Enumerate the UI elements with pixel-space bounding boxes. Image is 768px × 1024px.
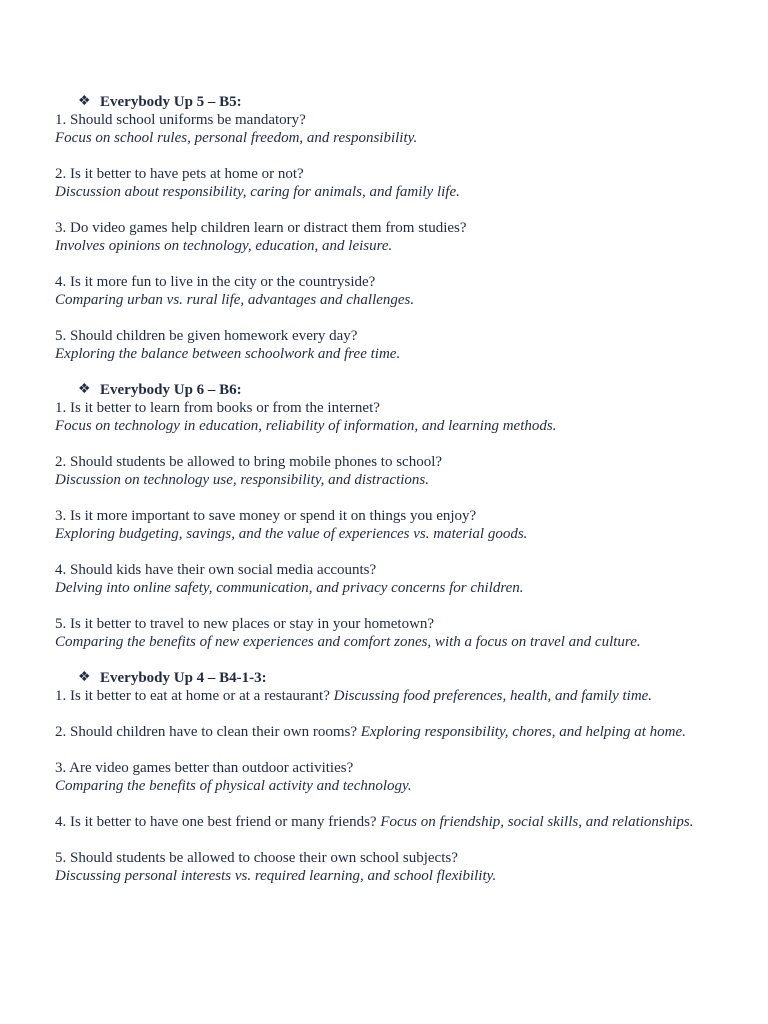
list-item [55, 453, 745, 489]
description-text: Comparing urban vs. rural life, advantages and challenges. [55, 292, 415, 308]
description-text: Involves opinions on technology, education, and leisure. [55, 238, 393, 254]
question-text: 3. Are video games better than outdoor activities? [55, 760, 354, 776]
description-text: Discussing personal interests vs. required learning, and school flexibility. [55, 868, 497, 884]
question-text: 5. Is it better to travel to new places or stay in your hometown? [55, 616, 435, 632]
section-heading [55, 669, 745, 687]
section-heading-text: Everybody Up 4 – B4-1-3: [100, 670, 267, 686]
description-text: Focus on technology in education, reliability of information, and learning methods. [55, 418, 557, 434]
description-text: Focus on friendship, social skills, and relationships. [380, 814, 694, 830]
list-item [55, 849, 745, 885]
description-text: Comparing the benefits of physical activity and technology. [55, 778, 412, 794]
list-item [55, 165, 745, 201]
diamond-bullet-icon: ❖ [78, 382, 91, 397]
description-text: Focus on school rules, personal freedom, and responsibility. [55, 130, 418, 146]
description-text: Exploring responsibility, chores, and helping at home. [360, 724, 686, 740]
diamond-bullet-icon: ❖ [78, 670, 91, 685]
section-heading [55, 381, 745, 399]
description-text: Exploring the balance between schoolwork and free time. [55, 346, 401, 362]
description-text: Discussing food preferences, health, and family time. [333, 688, 653, 704]
section-everybody-up-4 [55, 669, 745, 885]
description-text: Delving into online safety, communication, and privacy concerns for children. [55, 580, 524, 596]
section-everybody-up-5 [55, 93, 745, 363]
section-everybody-up-6 [55, 381, 745, 651]
list-item [55, 687, 745, 705]
list-item [55, 111, 745, 147]
list-item [55, 399, 745, 435]
question-text: 4. Should kids have their own social media accounts? [55, 562, 377, 578]
list-item [55, 615, 745, 651]
list-item [55, 219, 745, 255]
question-text: 1. Is it better to learn from books or from the internet? [55, 400, 380, 416]
question-text: 2. Should children have to clean their own rooms? [55, 724, 358, 740]
list-item [55, 723, 745, 741]
question-text: 5. Should students be allowed to choose their own school subjects? [55, 850, 458, 866]
description-text: Discussion about responsibility, caring for animals, and family life. [55, 184, 460, 200]
description-text: Comparing the benefits of new experiences and comfort zones, with a focus on travel and culture. [55, 634, 641, 650]
section-heading [55, 93, 745, 111]
list-item [55, 273, 745, 309]
list-item [55, 561, 745, 597]
diamond-bullet-icon: ❖ [78, 94, 91, 109]
list-item [55, 327, 745, 363]
question-text: 4. Is it more fun to live in the city or the countryside? [55, 274, 376, 290]
description-text: Discussion on technology use, responsibility, and distractions. [55, 472, 430, 488]
question-text: 4. Is it better to have one best friend or many friends? [55, 814, 377, 830]
list-item [55, 507, 745, 543]
question-text: 2. Is it better to have pets at home or not? [55, 166, 304, 182]
question-text: 1. Is it better to eat at home or at a restaurant? [55, 688, 330, 704]
question-text: 3. Do video games help children learn or distract them from studies? [55, 220, 467, 236]
document-page [55, 93, 745, 885]
description-text: Exploring budgeting, savings, and the value of experiences vs. material goods. [55, 526, 528, 542]
question-text: 5. Should children be given homework every day? [55, 328, 358, 344]
list-item [55, 759, 745, 795]
list-item [55, 813, 745, 831]
section-heading-text: Everybody Up 5 – B5: [100, 94, 242, 110]
question-text: 2. Should students be allowed to bring mobile phones to school? [55, 454, 443, 470]
question-text: 1. Should school uniforms be mandatory? [55, 112, 306, 128]
section-heading-text: Everybody Up 6 – B6: [100, 382, 242, 398]
question-text: 3. Is it more important to save money or spend it on things you enjoy? [55, 508, 477, 524]
